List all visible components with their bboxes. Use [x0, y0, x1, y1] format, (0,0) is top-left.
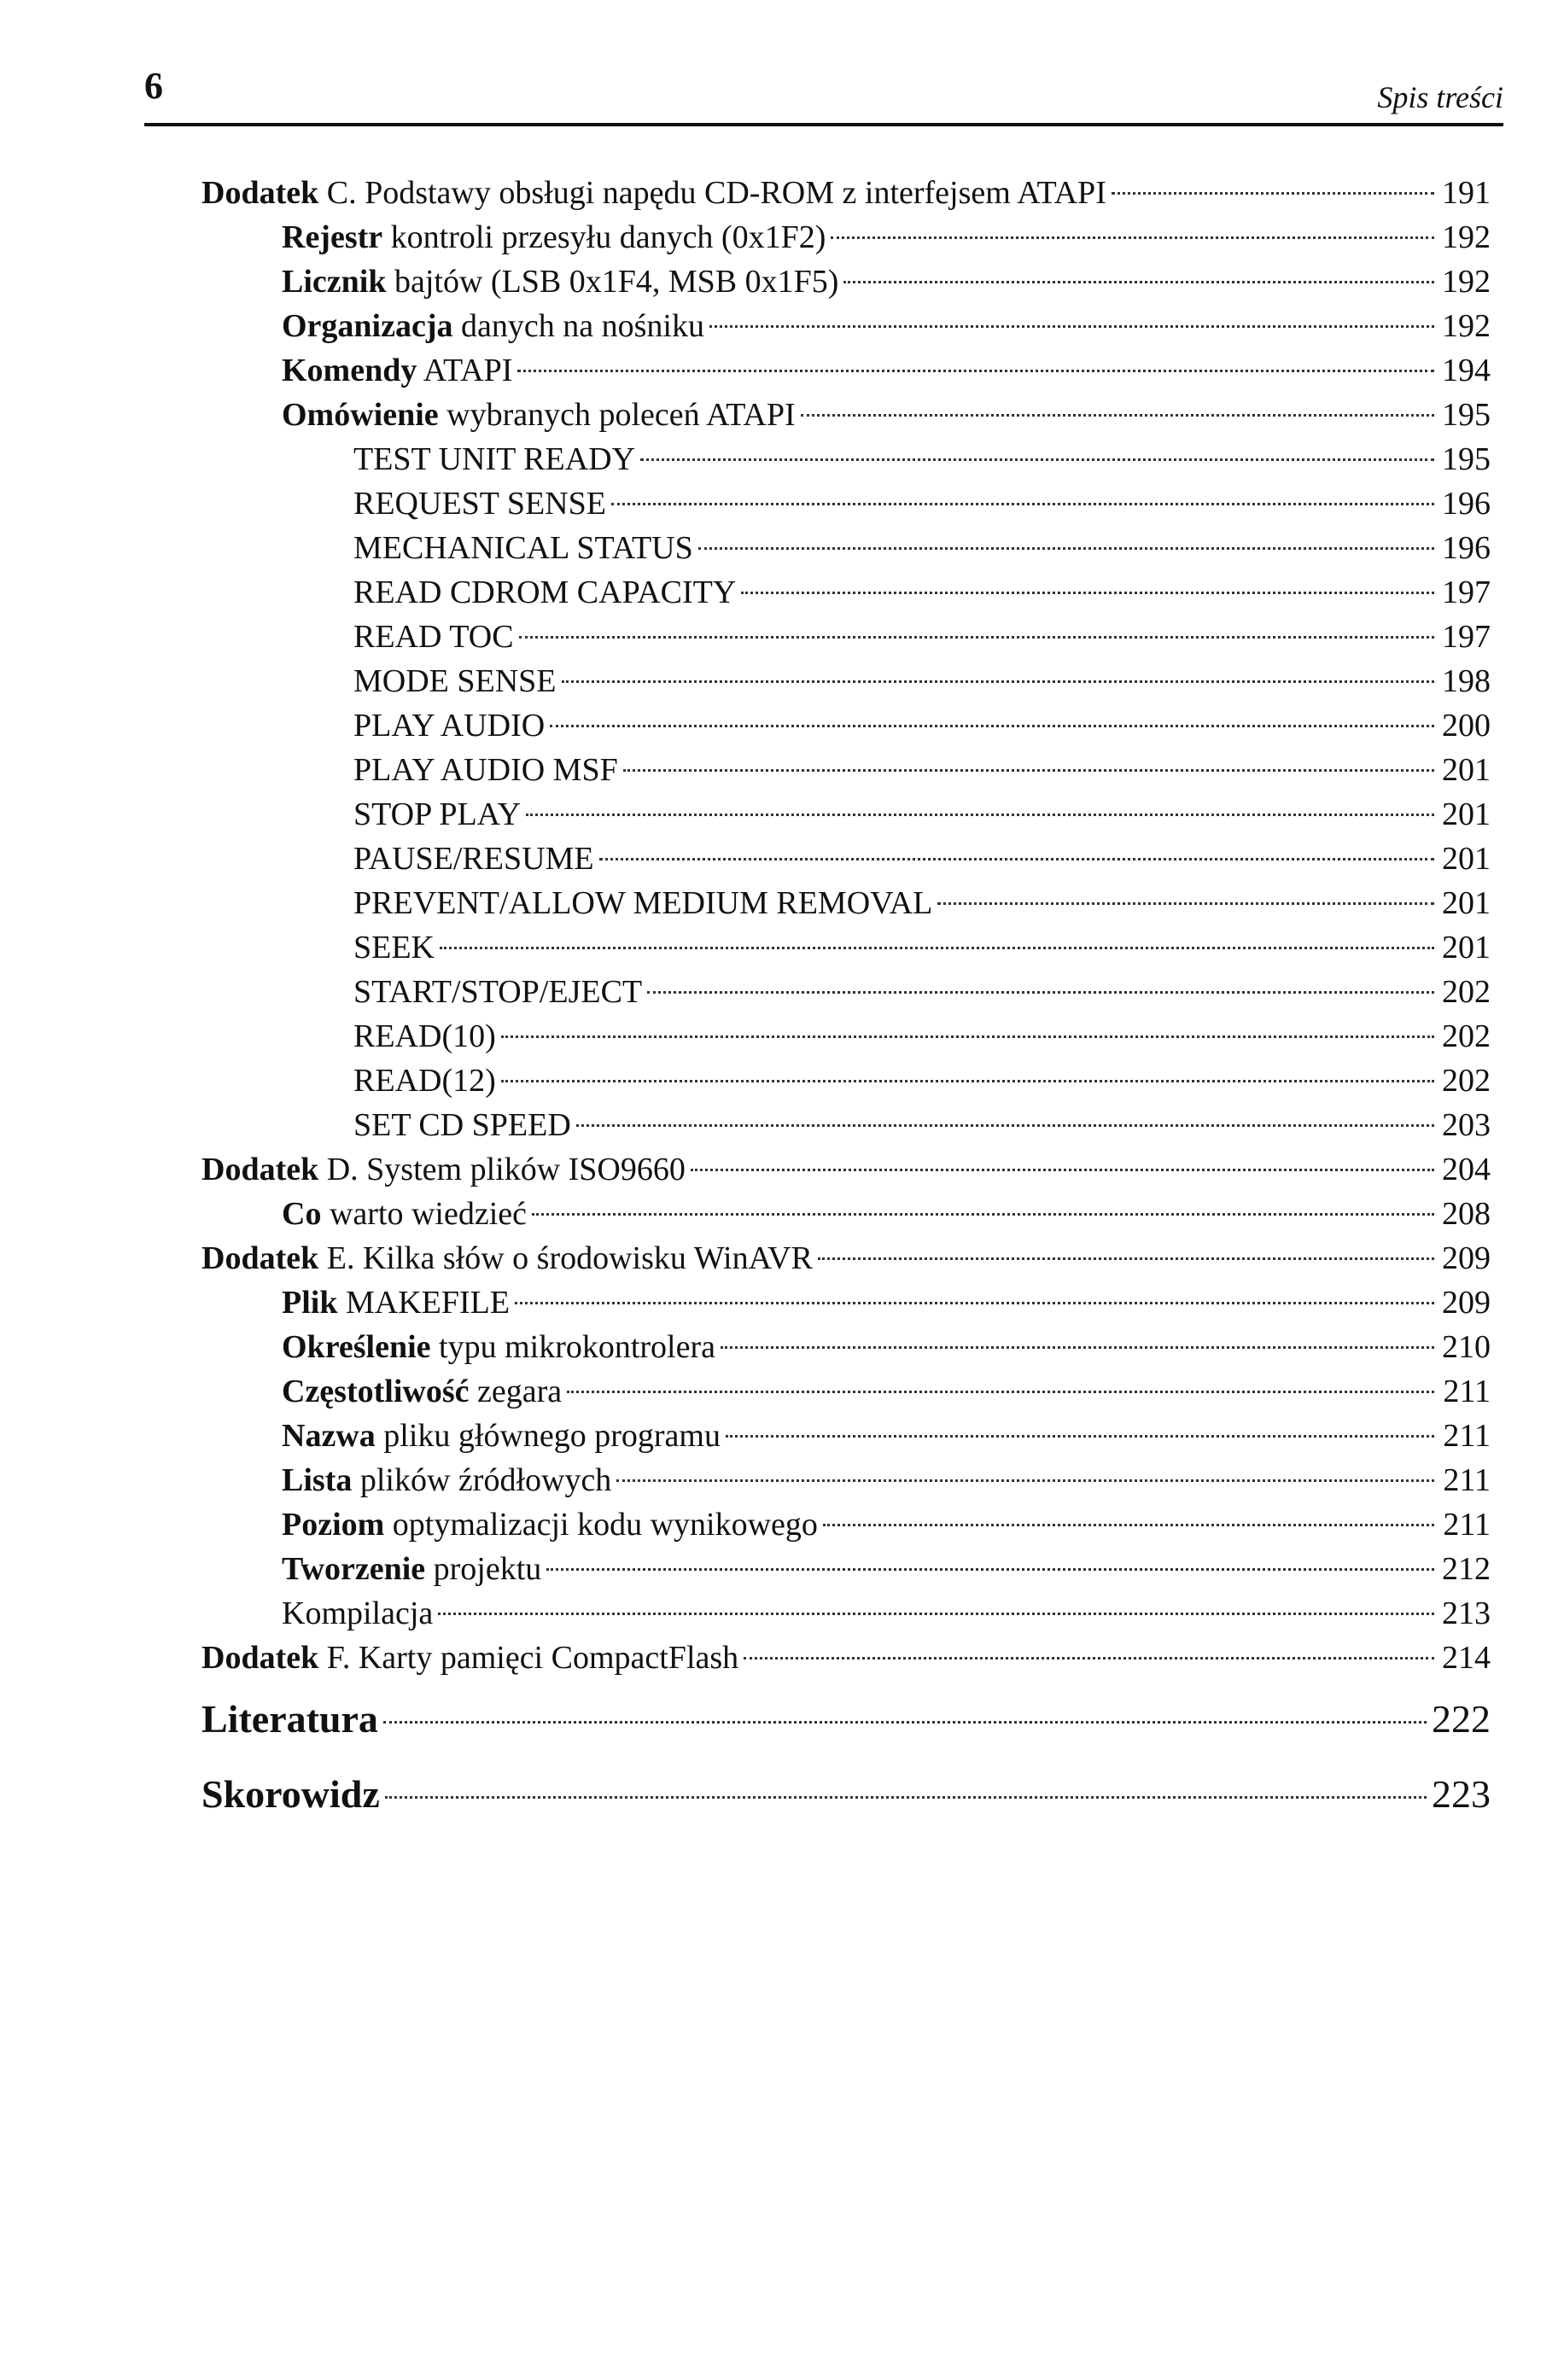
toc-entry-level-3[interactable] — [201, 615, 1491, 659]
toc-entry-page: 201 — [1442, 796, 1491, 832]
toc-entry-page: 201 — [1442, 752, 1491, 788]
toc-entry-level-2[interactable] — [201, 1369, 1491, 1414]
toc-entry-label: TEST UNIT READY — [353, 441, 636, 477]
toc-entry-page: 211 — [1443, 1507, 1491, 1543]
toc-entry-label: REQUEST SENSE — [353, 486, 606, 522]
toc-entry-page: 197 — [1442, 575, 1491, 610]
toc-entry-level-3[interactable] — [201, 1103, 1491, 1147]
toc-entry-label: Literatura — [201, 1697, 378, 1741]
toc-dot-leader — [691, 1169, 1434, 1171]
toc-entry-page: 192 — [1442, 219, 1491, 255]
toc-entry-label: Poziom optymalizacji kodu wynikowego — [282, 1507, 818, 1543]
toc-entry-level-2[interactable] — [201, 393, 1491, 437]
toc-entry-page: 211 — [1443, 1374, 1491, 1409]
toc-entry-level-2[interactable] — [201, 348, 1491, 393]
toc-entry-page: 196 — [1442, 486, 1491, 522]
toc-dot-leader — [709, 325, 1434, 328]
toc-entry-label: Organizacja danych na nośniku — [282, 308, 704, 344]
toc-entry-level-2[interactable] — [201, 1325, 1491, 1369]
toc-entry-page: 211 — [1443, 1462, 1491, 1498]
toc-entry-label: START/STOP/EJECT — [353, 974, 643, 1010]
toc-entry-label: Określenie typu mikrokontrolera — [282, 1329, 715, 1365]
toc-dot-leader — [440, 947, 1434, 949]
toc-entry-label: Komendy ATAPI — [282, 353, 513, 388]
toc-dot-leader — [550, 725, 1434, 727]
toc-dot-leader — [501, 1035, 1434, 1038]
toc-entry-page: 209 — [1442, 1240, 1491, 1276]
toc-entry-level-2[interactable] — [201, 260, 1491, 304]
toc-entry-label: STOP PLAY — [353, 796, 522, 832]
toc-entry-level-3[interactable] — [201, 703, 1491, 748]
toc-entry-level-3[interactable] — [201, 526, 1491, 570]
toc-entry-label: PLAY AUDIO MSF — [353, 752, 618, 788]
toc-dot-leader — [438, 1613, 1434, 1615]
toc-major-entry[interactable] — [201, 1683, 1491, 1755]
toc-entry-page: 196 — [1442, 530, 1491, 566]
toc-entry-label: Licznik bajtów (LSB 0x1F4, MSB 0x1F5) — [282, 264, 839, 300]
toc-entry-level-2[interactable] — [201, 1591, 1491, 1636]
toc-dot-leader — [515, 1302, 1434, 1304]
toc-entry-label: READ(10) — [353, 1018, 496, 1054]
toc-entry-label: Lista plików źródłowych — [282, 1462, 612, 1498]
toc-entry-level-2[interactable] — [201, 1280, 1491, 1325]
toc-dot-leader — [843, 281, 1434, 283]
toc-dot-leader — [576, 1124, 1434, 1127]
toc-entry-page: 210 — [1442, 1329, 1491, 1365]
toc-dot-leader — [647, 991, 1434, 994]
toc-entry-label: Dodatek C. Podstawy obsługi napędu CD-ROM z interfejsem ATAPI — [201, 175, 1106, 211]
toc-entry-page: 202 — [1442, 974, 1491, 1010]
toc-entry-level-3[interactable] — [201, 970, 1491, 1014]
toc-entry-page: 197 — [1442, 619, 1491, 655]
toc-dot-leader — [698, 547, 1434, 550]
toc-entry-level-1[interactable] — [201, 1636, 1491, 1680]
toc-entry-label: PLAY AUDIO — [353, 708, 546, 744]
toc-entry-level-3[interactable] — [201, 881, 1491, 925]
toc-entry-label: Nazwa pliku głównego programu — [282, 1418, 721, 1454]
toc-entry-label: Dodatek D. System plików ISO9660 — [201, 1152, 686, 1187]
toc-entry-label: Co warto wiedzieć — [282, 1196, 527, 1232]
toc-dot-leader — [532, 1213, 1434, 1216]
toc-entry-label: READ CDROM CAPACITY — [353, 575, 737, 610]
toc-dot-leader — [623, 769, 1434, 772]
toc-dot-leader — [526, 814, 1434, 816]
toc-dot-leader — [721, 1346, 1434, 1349]
toc-entry-label: PAUSE/RESUME — [353, 841, 594, 877]
toc-dot-leader — [1112, 192, 1434, 195]
toc-entry-level-3[interactable] — [201, 837, 1491, 881]
toc-dot-leader — [726, 1435, 1434, 1438]
toc-entry-level-3[interactable] — [201, 748, 1491, 792]
toc-entry-level-3[interactable] — [201, 792, 1491, 837]
toc-entry-label: SET CD SPEED — [353, 1107, 571, 1143]
toc-entry-page: 202 — [1442, 1063, 1491, 1099]
toc-entry-page: 191 — [1442, 175, 1491, 211]
toc-entry-page: 211 — [1443, 1418, 1491, 1454]
toc-entry-level-2[interactable] — [201, 1502, 1491, 1547]
toc-entry-label: Plik MAKEFILE — [282, 1285, 511, 1321]
toc-dot-leader — [567, 1391, 1434, 1393]
toc-entry-label: MECHANICAL STATUS — [353, 530, 693, 566]
toc-entry-label: Dodatek E. Kilka słów o środowisku WinAVR — [201, 1240, 813, 1276]
toc-entry-label: Rejestr kontroli przesyłu danych (0x1F2) — [282, 219, 826, 255]
toc-entry-level-1[interactable] — [201, 1147, 1491, 1192]
toc-entry-page: 192 — [1442, 264, 1491, 300]
toc-entry-page: 200 — [1442, 708, 1491, 744]
toc-entry-label: PREVENT/ALLOW MEDIUM REMOVAL — [353, 885, 933, 921]
toc-entry-label: Skorowidz — [201, 1772, 380, 1816]
running-title: Spis treści — [1377, 80, 1503, 114]
toc-entry-page: 201 — [1442, 841, 1491, 877]
toc-entry-level-3[interactable] — [201, 570, 1491, 615]
toc-entry-page: 195 — [1442, 397, 1491, 433]
table-of-contents — [201, 171, 1491, 1830]
toc-entry-page: 195 — [1442, 441, 1491, 477]
toc-entry-label: Omówienie wybranych poleceń ATAPI — [282, 397, 796, 433]
toc-entry-page: 209 — [1442, 1285, 1491, 1321]
toc-dot-leader — [519, 636, 1434, 639]
toc-dot-leader — [383, 1721, 1427, 1724]
page-number: 6 — [144, 65, 163, 107]
toc-entry-page: 204 — [1442, 1152, 1491, 1187]
toc-entry-page: 192 — [1442, 308, 1491, 344]
toc-entry-label: MODE SENSE — [353, 663, 557, 699]
toc-dot-leader — [611, 503, 1434, 505]
toc-dot-leader — [741, 592, 1434, 594]
toc-entry-page: 201 — [1442, 885, 1491, 921]
toc-entry-level-1[interactable] — [201, 1236, 1491, 1280]
toc-entry-label: Dodatek F. Karty pamięci CompactFlash — [201, 1640, 739, 1676]
toc-entry-label: Częstotliwość zegara — [282, 1374, 563, 1409]
toc-entry-label: Tworzenie projektu — [282, 1551, 542, 1587]
toc-entry-level-3[interactable] — [201, 925, 1491, 970]
page-header — [144, 61, 1503, 126]
toc-entry-level-2[interactable] — [201, 215, 1491, 260]
toc-entry-level-2[interactable] — [201, 1192, 1491, 1236]
toc-entry-page: 222 — [1432, 1697, 1491, 1741]
toc-dot-leader — [937, 902, 1434, 905]
toc-entry-level-2[interactable] — [201, 1414, 1491, 1458]
toc-entry-level-2[interactable] — [201, 1547, 1491, 1591]
toc-entry-level-3[interactable] — [201, 481, 1491, 526]
toc-major-entry[interactable] — [201, 1759, 1491, 1830]
toc-entry-level-3[interactable] — [201, 437, 1491, 481]
toc-dot-leader — [818, 1257, 1434, 1260]
toc-dot-leader — [616, 1479, 1434, 1482]
toc-entry-label: SEEK — [353, 930, 435, 965]
toc-entry-level-3[interactable] — [201, 1014, 1491, 1059]
toc-dot-leader — [599, 858, 1434, 860]
toc-dot-leader — [385, 1796, 1427, 1799]
toc-entry-page: 213 — [1442, 1595, 1491, 1631]
toc-entry-page: 223 — [1432, 1772, 1491, 1816]
toc-entry-page: 203 — [1442, 1107, 1491, 1143]
toc-dot-leader — [517, 370, 1434, 372]
toc-entry-level-3[interactable] — [201, 659, 1491, 703]
toc-dot-leader — [546, 1568, 1434, 1571]
toc-entry-level-2[interactable] — [201, 1458, 1491, 1502]
toc-entry-page: 202 — [1442, 1018, 1491, 1054]
toc-entry-page: 201 — [1442, 930, 1491, 965]
toc-entry-page: 198 — [1442, 663, 1491, 699]
toc-dot-leader — [562, 680, 1434, 683]
toc-dot-leader — [501, 1080, 1434, 1082]
toc-entry-label: Kompilacja — [282, 1595, 434, 1631]
toc-entry-page: 214 — [1442, 1640, 1491, 1676]
toc-dot-leader — [744, 1657, 1434, 1660]
toc-entry-page: 208 — [1442, 1196, 1491, 1232]
toc-entry-level-1[interactable] — [201, 171, 1491, 215]
toc-entry-page: 212 — [1442, 1551, 1491, 1587]
toc-dot-leader — [831, 236, 1434, 239]
toc-dot-leader — [823, 1524, 1434, 1526]
toc-dot-leader — [801, 414, 1434, 417]
toc-entry-label: READ(12) — [353, 1063, 496, 1099]
toc-entry-level-3[interactable] — [201, 1059, 1491, 1103]
toc-entry-level-2[interactable] — [201, 304, 1491, 348]
toc-entry-label: READ TOC — [353, 619, 514, 655]
toc-entry-page: 194 — [1442, 353, 1491, 388]
toc-dot-leader — [640, 458, 1434, 461]
